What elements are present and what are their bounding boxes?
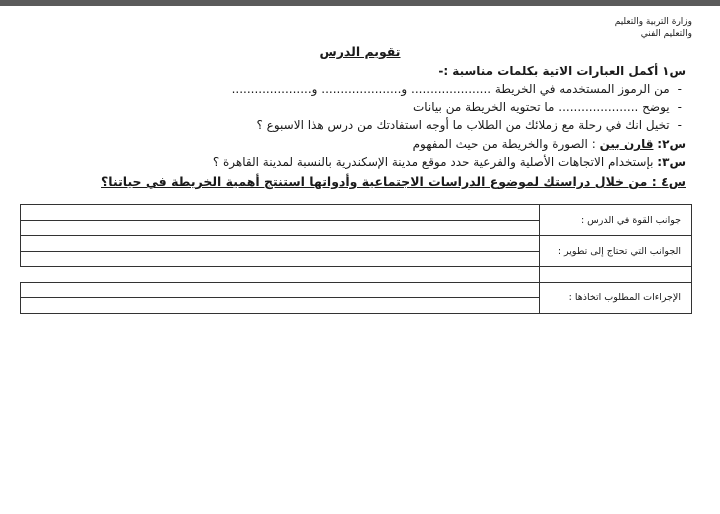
question-2-text: : الصورة والخريطة من حيث المفهوم — [412, 137, 596, 151]
ministry-line-1: وزارة التربية والتعليم — [614, 17, 692, 27]
question-1 — [438, 64, 686, 78]
question-4: س٤ : من خلال دراستك لموضوع الدراسات الاجتماعية وأدواتها استنتج أهمية الخريطة في حياتنا؟ — [101, 174, 686, 189]
ministry-line-2: والتعليم الفني — [640, 29, 692, 39]
lesson-evaluation-table — [20, 204, 692, 314]
question-3-text: بإستخدام الاتجاهات الأصلية والفرعية حدد موقع مدينة الإسكندرية بالنسبة لمدينة القاهرة ؟ — [212, 155, 654, 169]
actions-writing-line[interactable] — [21, 298, 540, 314]
strengths-writing-line[interactable] — [21, 205, 540, 221]
actions-label: الإجراءات المطلوب اتخاذها : — [540, 282, 692, 313]
question-2-label: س٢: — [657, 137, 686, 151]
question-3-label: س٣: — [657, 155, 686, 169]
question-1-item-1-text: من الرموز المستخدمه في الخريطة ..................... و..................... و..................... — [231, 82, 670, 96]
top-edge-bar — [0, 0, 720, 6]
improvements-writing-line[interactable] — [21, 236, 540, 252]
strengths-label: جوانب القوة في الدرس : — [540, 205, 692, 236]
improvements-writing-line[interactable] — [540, 267, 692, 283]
page-title: تقويم الدرس — [319, 44, 401, 59]
question-2 — [413, 137, 686, 151]
actions-writing-line[interactable] — [21, 282, 540, 298]
question-1-item-2: -يوضح ..................... ما تحتويه الخريطة من بيانات — [412, 100, 682, 114]
question-1-text: أكمل العبارات الاتية بكلمات مناسبة :- — [438, 64, 659, 78]
question-1-item-2-text: يوضح ..................... ما تحتويه الخريطة من بيانات — [412, 100, 670, 114]
question-1-label: س١ — [662, 64, 686, 78]
question-1-item-1: -من الرموز المستخدمه في الخريطة ..................... و..................... و..................... — [231, 82, 682, 96]
question-1-item-3: -تخيل انك في رحلة مع زملائك من الطلاب ما أوجه استفادتك من درس هذا الاسبوع ؟ — [256, 118, 682, 132]
ministry-header — [615, 16, 692, 40]
strengths-writing-line[interactable] — [21, 220, 540, 236]
improvements-label: الجوانب التي تحتاج إلى تطوير : — [540, 236, 692, 267]
question-2-verb: قارن بين — [599, 137, 654, 151]
question-1-item-3-text: تخيل انك في رحلة مع زملائك من الطلاب ما أوجه استفادتك من درس هذا الاسبوع ؟ — [256, 118, 670, 132]
improvements-writing-line[interactable] — [21, 251, 540, 267]
question-3 — [213, 155, 686, 169]
